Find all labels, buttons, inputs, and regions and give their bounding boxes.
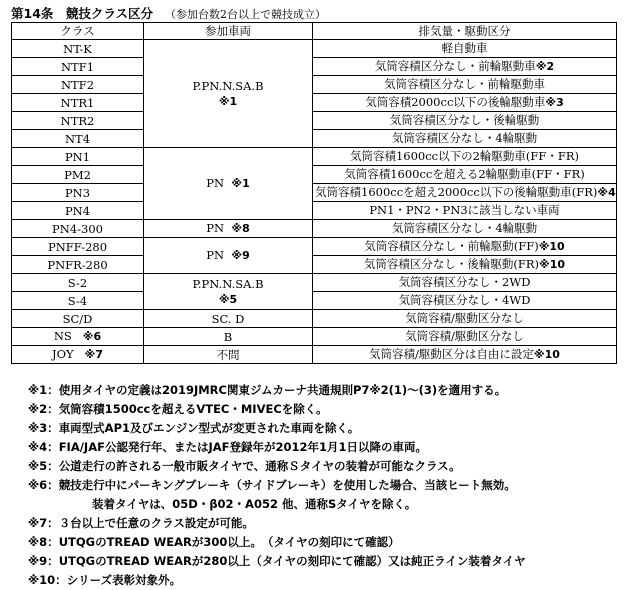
vehicle-text: P.PN.N.SA.B [192, 78, 264, 93]
footnote: ※8：UTQGのTREAD WEARが300以上。 （タイヤの刻印にて確認） [28, 535, 400, 549]
article-note: （参加台数2台以上で競技成立） [165, 8, 327, 21]
vehicle-cell-pn: PN ※1 [144, 148, 313, 220]
footnote: ※2：気筒容積1500ccを超えるVTEC・MIVECを除く。 [28, 402, 328, 416]
desc-cell: 気筒容積1600ccを超える2輪駆動車(FF・FR) [313, 166, 617, 184]
desc-cell: 気筒容積区分なし・4輪駆動 [313, 220, 617, 238]
table-row [12, 292, 617, 310]
class-cell: PNFR-280 [12, 256, 144, 274]
class-cell: NT4 [12, 130, 144, 148]
class-table [11, 22, 617, 364]
footnote: ※4：FIA/JAF公認発行年、またはJAF登録年が2012年1月1日以降の車両。 [28, 440, 427, 454]
table-row [12, 256, 617, 274]
class-cell: PM2 [12, 166, 144, 184]
header-vehicle: 参加車両 [144, 23, 313, 40]
table-row [12, 58, 617, 76]
desc-cell: 気筒容積区分なし・後輪駆動 [313, 112, 617, 130]
table-row [12, 202, 617, 220]
footnote: ※5：公道走行の許される一般市販タイヤで、通称Ｓタイヤの装着が可能なクラス。 [28, 459, 461, 473]
class-cell: JOY ※7 [12, 346, 144, 364]
class-cell: NTF2 [12, 76, 144, 94]
class-cell: S-2 [12, 274, 144, 292]
table-row [12, 184, 617, 202]
vehicle-cell-pn4: PN ※8 [144, 220, 313, 238]
class-cell: NS ※6 [12, 328, 144, 346]
footnote: ※7：３台以上で任意のクラス設定が可能。 [28, 516, 254, 530]
desc-cell: 気筒容積区分なし・4輪駆動 [313, 130, 617, 148]
desc-cell: 気筒容積区分なし・前輪駆動車※2 [313, 58, 617, 76]
desc-cell: 気筒容積区分なし・前輪駆動車 [313, 76, 617, 94]
class-cell: PNFF-280 [12, 238, 144, 256]
table-row [12, 238, 617, 256]
class-cell: NTR1 [12, 94, 144, 112]
section-heading [11, 4, 326, 20]
header-class: クラス [12, 23, 144, 40]
desc-cell: 気筒容積2000cc以下の後輪駆動車※3 [313, 94, 617, 112]
vehicle-mark: ※1 [218, 94, 238, 108]
desc-cell: 気筒容積/駆動区分なし [313, 328, 617, 346]
desc-cell: 気筒容積区分なし・後輪駆動(FR)※10 [313, 256, 617, 274]
vehicle-cell-scd: SC. D [144, 310, 313, 328]
table-row [12, 328, 617, 346]
table-row [12, 166, 617, 184]
article-title: 第14条 競技クラス区分 [11, 6, 154, 21]
vehicle-cell-nt [144, 40, 313, 148]
class-cell: SC/D [12, 310, 144, 328]
table-row [12, 346, 617, 364]
table-row [12, 148, 617, 166]
class-cell: PN3 [12, 184, 144, 202]
desc-cell: 気筒容積/駆動区分は自由に設定※10 [313, 346, 617, 364]
desc-cell: 軽自動車 [313, 40, 617, 58]
table-row [12, 112, 617, 130]
desc-cell: 気筒容積区分なし・2WD [313, 274, 617, 292]
footnote: ※10：シリーズ表彰対象外。 [28, 573, 182, 587]
vehicle-cell-s [144, 274, 313, 310]
desc-cell: 気筒容積区分なし・前輪駆動(FF)※10 [313, 238, 617, 256]
vehicle-cell-pnf: PN ※9 [144, 238, 313, 274]
footnote: ※1：使用タイヤの定義は2019JMRC関東ジムカーナ共通規則P7※2(1)～(3)を適用する。 [28, 383, 507, 397]
desc-cell: 気筒容積1600ccを超え2000cc以下の後輪駆動車(FR)※4 [313, 184, 617, 202]
class-cell: S-4 [12, 292, 144, 310]
table-row [12, 130, 617, 148]
table-row [12, 274, 617, 292]
table-header-row [12, 23, 617, 40]
vehicle-mark: ※5 [218, 292, 238, 306]
header-displacement: 排気量・駆動区分 [313, 23, 617, 40]
class-cell: PN1 [12, 148, 144, 166]
desc-cell: 気筒容積/駆動区分なし [313, 310, 617, 328]
footnote: ※9：UTQGのTREAD WEARが280以上（タイヤの刻印にて確認）又は純正ライン装着タイヤ [28, 554, 526, 568]
class-cell: PN4-300 [12, 220, 144, 238]
table-row [12, 220, 617, 238]
footnotes [28, 381, 623, 590]
table-row [12, 40, 617, 58]
class-cell: NTR2 [12, 112, 144, 130]
table-row [12, 310, 617, 328]
table-row [12, 94, 617, 112]
vehicle-cell-ns: B [144, 328, 313, 346]
desc-cell: PN1・PN2・PN3に該当しない車両 [313, 202, 617, 220]
class-cell: NT-K [12, 40, 144, 58]
footnote: ※3：車両型式AP1及びエンジン型式が変更された車両を除く。 [28, 421, 360, 435]
desc-cell: 気筒容積区分なし・4WD [313, 292, 617, 310]
table-row [12, 76, 617, 94]
footnote-continuation: 装着タイヤは、05D・β02・A052 他、通称Sタイヤを除く。 [92, 497, 417, 511]
class-cell: NTF1 [12, 58, 144, 76]
vehicle-text: P.PN.N.SA.B [192, 276, 264, 291]
vehicle-cell-joy: 不問 [144, 346, 313, 364]
class-cell: PN4 [12, 202, 144, 220]
footnote: ※6：競技走行中にパーキングブレーキ（サイドブレーキ）を使用した場合、当該ヒート無効。 [28, 478, 516, 492]
desc-cell: 気筒容積1600cc以下の2輪駆動車(FF・FR) [313, 148, 617, 166]
